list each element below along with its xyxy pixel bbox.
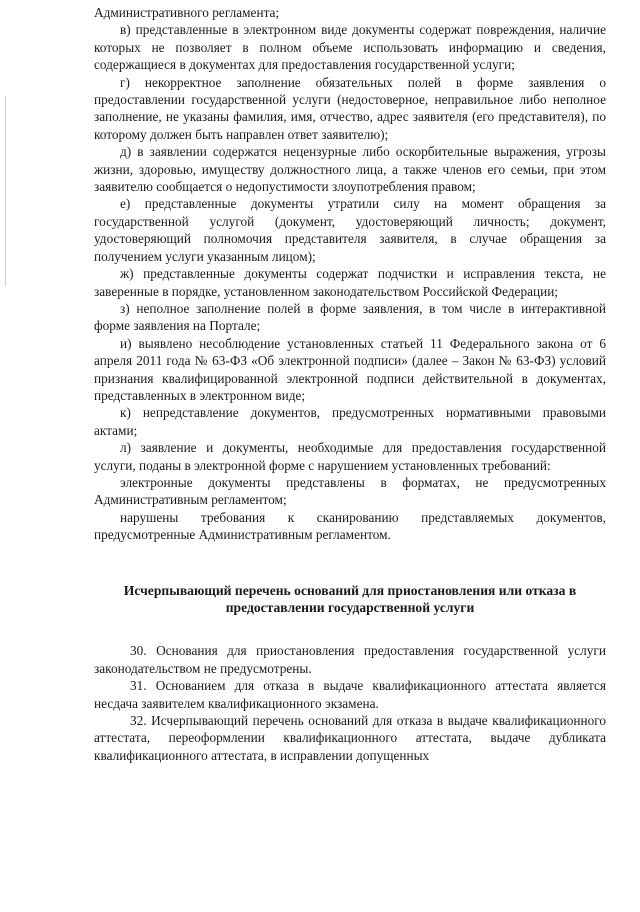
paragraph: 31. Основанием для отказа в выдаче квалификационного аттестата является несдача заявителем квалификационного экзамена. — [94, 678, 606, 711]
paragraph: г) некорректное заполнение обязательных полей в форме заявления о предоставлении государственной услуги (недостоверное, неправильное либо неполное заполнение, не указаны фамилия, имя, отчество, адрес заявителя (его представителя), по которому должен быть направлен ответ заявителю); — [94, 74, 606, 142]
paragraph: д) в заявлении содержатся нецензурные либо оскорбительные выражения, угрозы жизни, здоровью, имуществу должностного лица, а также членов его семьи, при этом заявителю сообщается о недопустимости злоупотребления правом; — [94, 144, 606, 195]
paragraph: л) заявление и документы, необходимые для предоставления государственной услуги, поданы в электронной форме с нарушением установленных требований: — [94, 440, 606, 473]
paragraph: электронные документы представлены в форматах, не предусмотренных Административным регламентом; — [94, 474, 606, 508]
paragraph: в) представленные в электронном виде документы содержат повреждения, наличие которых не позволяет в полном объеме использовать информацию и сведения, содержащиеся в документах для предоставления государственной услуги; — [94, 22, 606, 73]
paragraph: и) выявлено несоблюдение установленных статьей 11 Федерального закона от 6 апреля 2011 года № 63-ФЗ «Об электронной подписи» (далее – Закон № 63-ФЗ) условий признания квалифицированной электронной подписи действительной в документах, представленных в электронном виде; — [94, 335, 606, 403]
document-body — [94, 4, 606, 764]
scan-margin-mark — [5, 96, 6, 286]
paragraph: Административного регламента; — [94, 5, 280, 20]
spacer — [94, 544, 606, 582]
paragraph: з) неполное заполнение полей в форме заявления, в том числе в интерактивной форме заявления на Портале; — [94, 300, 606, 334]
paragraph: нарушены требования к сканированию представляемых документов, предусмотренные Административным регламентом. — [94, 509, 606, 543]
paragraph: е) представленные документы утратили силу на момент обращения за государственной услугой (документ, удостоверяющий личность; документ, удостоверяющий полномочия представителя заявителя, в случае обращения за получением услуги указанным лицом); — [94, 196, 606, 264]
paragraph: к) непредставление документов, предусмотренных нормативными правовыми актами; — [94, 405, 606, 438]
section-heading: Исчерпывающий перечень оснований для приостановления или отказа в предоставлении государственной услуги — [123, 582, 577, 615]
paragraph: 32. Исчерпывающий перечень оснований для отказа в выдаче квалификационного аттестата, переоформлении квалификационного аттестата, выдаче дубликата квалификационного аттестата, в исправлении допущенных — [94, 713, 606, 763]
spacer — [94, 616, 606, 642]
paragraph: 30. Основания для приостановления предоставления государственной услуги законодательством не предусмотрены. — [94, 643, 606, 676]
paragraph: ж) представленные документы содержат подчистки и исправления текста, не заверенные в порядке, установленном законодательством Российской Федерации; — [94, 266, 606, 299]
